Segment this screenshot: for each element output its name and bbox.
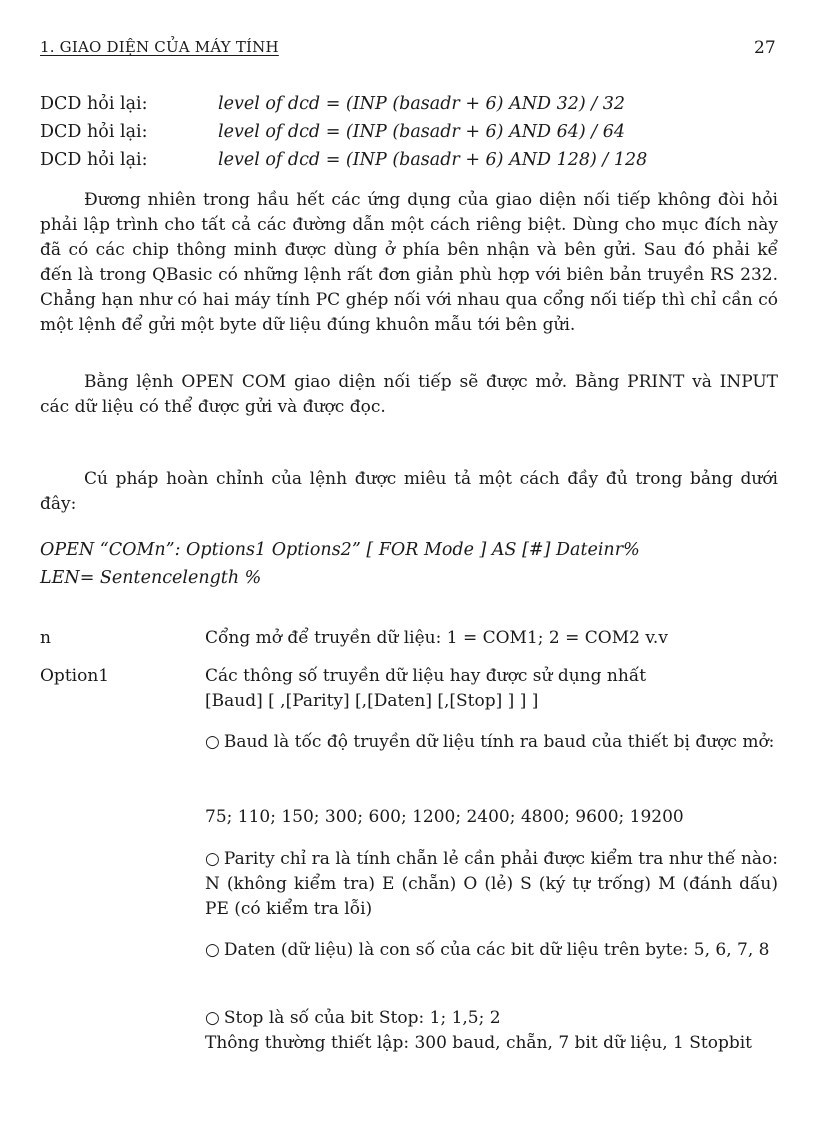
paragraph-syntax-intro: Cú pháp hoàn chỉnh của lệnh được miêu tả một cách đầy đủ trong bảng dưới đây: [40,469,778,514]
stop-item [205,1006,778,1031]
dcd-formula: level of dcd = (INP (basadr + 6) AND 32) / 32 [218,94,626,114]
term-option1: Option1 [40,666,110,686]
parity-text: Parity chỉ ra là tính chẵn lẻ cần phải được kiểm tra như thế nào: N (không kiểm tra) E (chẵn) O (lẻ) S (ký tự trống) M (đánh dấu) PE (có kiểm tra lỗi) [205,849,778,919]
dcd-formula: level of dcd = (INP (basadr + 6) AND 128) / 128 [218,150,648,170]
syntax-line-1: OPEN “COMn”: Options1 Options2” [ FOR Mode ] AS [#] Dateinr% [40,540,640,560]
bullet-icon: ○ [205,940,220,960]
bullet-icon: ○ [205,732,220,752]
term-n: n [40,628,51,648]
dcd-formula: level of dcd = (INP (basadr + 6) AND 64) / 64 [218,122,626,142]
dcd-label: DCD hỏi lại: [40,122,148,142]
dcd-label: DCD hỏi lại: [40,94,148,114]
dcd-line-64 [40,122,625,142]
baud-rates: 75; 110; 150; 300; 600; 1200; 2400; 4800; 9600; 19200 [205,807,684,827]
dcd-line-32 [40,94,625,114]
daten-text: Daten (dữ liệu) là con số của các bit dữ liệu trên byte: 5, 6, 7, 8 [223,940,770,960]
page-number: 27 [754,38,776,58]
syntax-line-2: LEN= Sentencelength % [40,568,262,588]
parity-item [205,847,778,922]
baud-text: Baud là tốc độ truyền dữ liệu tính ra baud của thiết bị được mở: [223,732,775,752]
paragraph-open-com: Bằng lệnh OPEN COM giao diện nối tiếp sẽ được mở. Bằng PRINT và INPUT các dữ liệu có thể được gửi và được đọc. [40,372,778,417]
baud-item [205,730,778,755]
bullet-icon: ○ [205,1008,220,1028]
dcd-line-128 [40,150,647,170]
definition-option1: Các thông số truyền dữ liệu hay được sử dụng nhất [205,666,647,686]
dcd-label: DCD hỏi lại: [40,150,148,170]
section-header: 1. GIAO DIỆN CỦA MÁY TÍNH [40,38,279,56]
definition-n: Cổng mở để truyền dữ liệu: 1 = COM1; 2 = COM2 v.v [205,628,668,648]
daten-item [205,938,778,963]
bullet-icon: ○ [205,849,220,869]
option1-parameters: [Baud] [ ,[Parity] [,[Daten] [,[Stop] ] ] ] [205,691,539,711]
paragraph-intro: Đương nhiên trong hầu hết các ứng dụng của giao diện nối tiếp không đòi hỏi phải lập trình cho tất cả các đường dẫn một cách riêng biệt. Dùng cho mục đích này đã có các chip thông minh được dùng ở phía bên nhận và bên gửi. Sau đó phải kể đến là trong QBasic có những lệnh rất đơn giản phù hợp với biên bản truyền RS 232. Chẳng hạn như có hai máy tính PC ghép nối với nhau qua cổng nối tiếp thì chỉ cần có một lệnh để gửi một byte dữ liệu đúng khuôn mẫu tới bên gửi. [40,190,778,335]
default-settings: Thông thường thiết lập: 300 baud, chẵn, 7 bit dữ liệu, 1 Stopbit [205,1033,752,1053]
stop-text: Stop là số của bit Stop: 1; 1,5; 2 [223,1008,501,1028]
